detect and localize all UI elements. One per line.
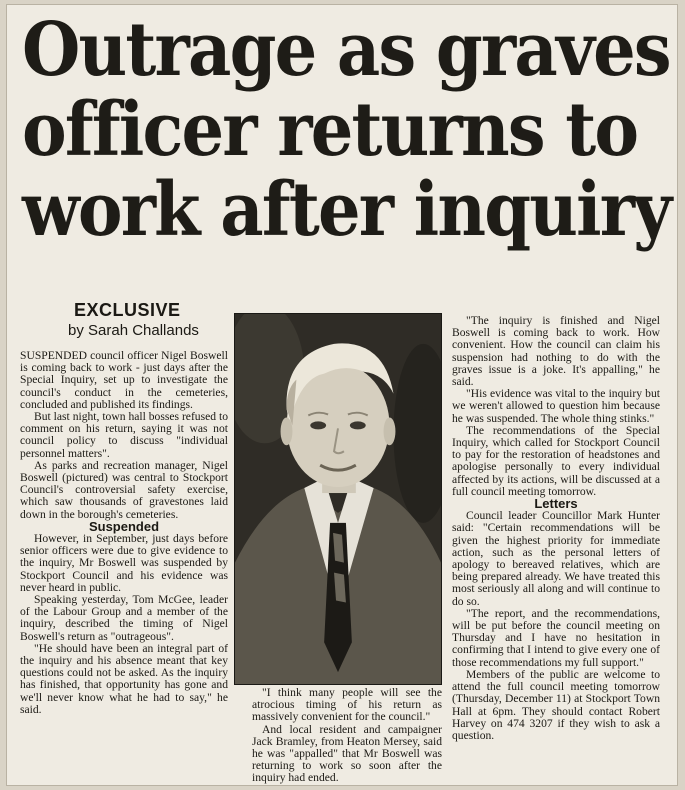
paragraph: As parks and recreation manager, Nigel Boswell (pictured) was central to Stockport Council's controversial safety exercise, which saw thousands of gravestones laid down in the borough's cemeteries. bbox=[20, 458, 228, 521]
paragraph: Speaking yesterday, Tom McGee, leader of the Labour Group and a member of the inquiry, described the timing of Nigel Boswell's return as "outrageous". bbox=[20, 593, 228, 643]
paragraph: "He should have been an integral part of the inquiry and his absence meant that key questions could not be asked. As the inquiry has finished, that opportunity has gone and we'll never know what he had to say," he said. bbox=[20, 641, 228, 716]
headline bbox=[22, 7, 671, 254]
paragraph: However, in September, just days before senior officers were due to give evidence to the inquiry, Mr Boswell was suspended by Stockport Council and his evidence was never heard in public. bbox=[20, 532, 228, 594]
headline-line-3: work after inquiry bbox=[22, 167, 671, 253]
paragraph: The recommendations of the Special Inquiry, which called for Stockport Council to pay for the restoration of headstones and apologise personally to every individual affected by its actions, will be discussed at a full council meeting tomorrow. bbox=[452, 423, 660, 498]
paragraph: But last night, town hall bosses refused to comment on his return, saying it was not council policy to discuss "individual personnel matters". bbox=[20, 410, 228, 460]
newspaper-clipping bbox=[6, 4, 678, 786]
paragraph: And local resident and campaigner Jack Bramley, from Heaton Mersey, said he was "appalled" that Mr Boswell was returning to work so soon after the inquiry had ended. bbox=[252, 722, 442, 785]
officer-photo bbox=[234, 313, 442, 685]
headline-line-2: officer returns to bbox=[22, 87, 638, 173]
article-column-1 bbox=[20, 350, 228, 716]
article-column-3 bbox=[452, 315, 660, 742]
article-column-2 bbox=[252, 687, 442, 785]
exclusive-kicker: EXCLUSIVE bbox=[74, 300, 181, 320]
paragraph: "His evidence was vital to the inquiry but we weren't allowed to question him because he was suspended. The whole thing stinks." bbox=[452, 387, 660, 425]
paragraph: SUSPENDED council officer Nigel Boswell is coming back to work - just days after the Special Inquiry, set up to investigate the council's conduct in the cemeteries, concluded and published its findings. bbox=[20, 349, 228, 411]
byline: by Sarah Challands bbox=[68, 322, 199, 339]
subheading-letters: Letters bbox=[534, 496, 578, 512]
subheading-suspended: Suspended bbox=[88, 518, 160, 534]
paragraph: "The report, and the recommendations, will be put before the council meeting on Thursday and I have no hesitation in confirming that I intend to give every one of those recommendations my full support." bbox=[452, 606, 660, 669]
portrait-image bbox=[235, 314, 441, 684]
headline-line-1: Outrage as graves bbox=[22, 7, 670, 93]
paragraph: Council leader Councillor Mark Hunter said: "Certain recommendations will be given the highest priority for immediate action, such as the personal letters of apology to bereaved relatives, which are being prepared already. We have treated this most seriously all along and will continue to do so. bbox=[452, 509, 660, 608]
paragraph: Members of the public are welcome to attend the full council meeting tomorrow (Thursday, December 11) at Stockport Town Hall at 6pm. They should contact Robert Harvey on 474 3207 if they wish to ask a question. bbox=[452, 667, 660, 742]
paragraph: "I think many people will see the atrocious timing of his return as massively convenient for the council." bbox=[252, 686, 442, 724]
paragraph: "The inquiry is finished and Nigel Boswell is coming back to work. How convenient. How the council can claim his suspension had nothing to do with the graves issue is a joke. It's appalling," he said. bbox=[452, 314, 660, 389]
